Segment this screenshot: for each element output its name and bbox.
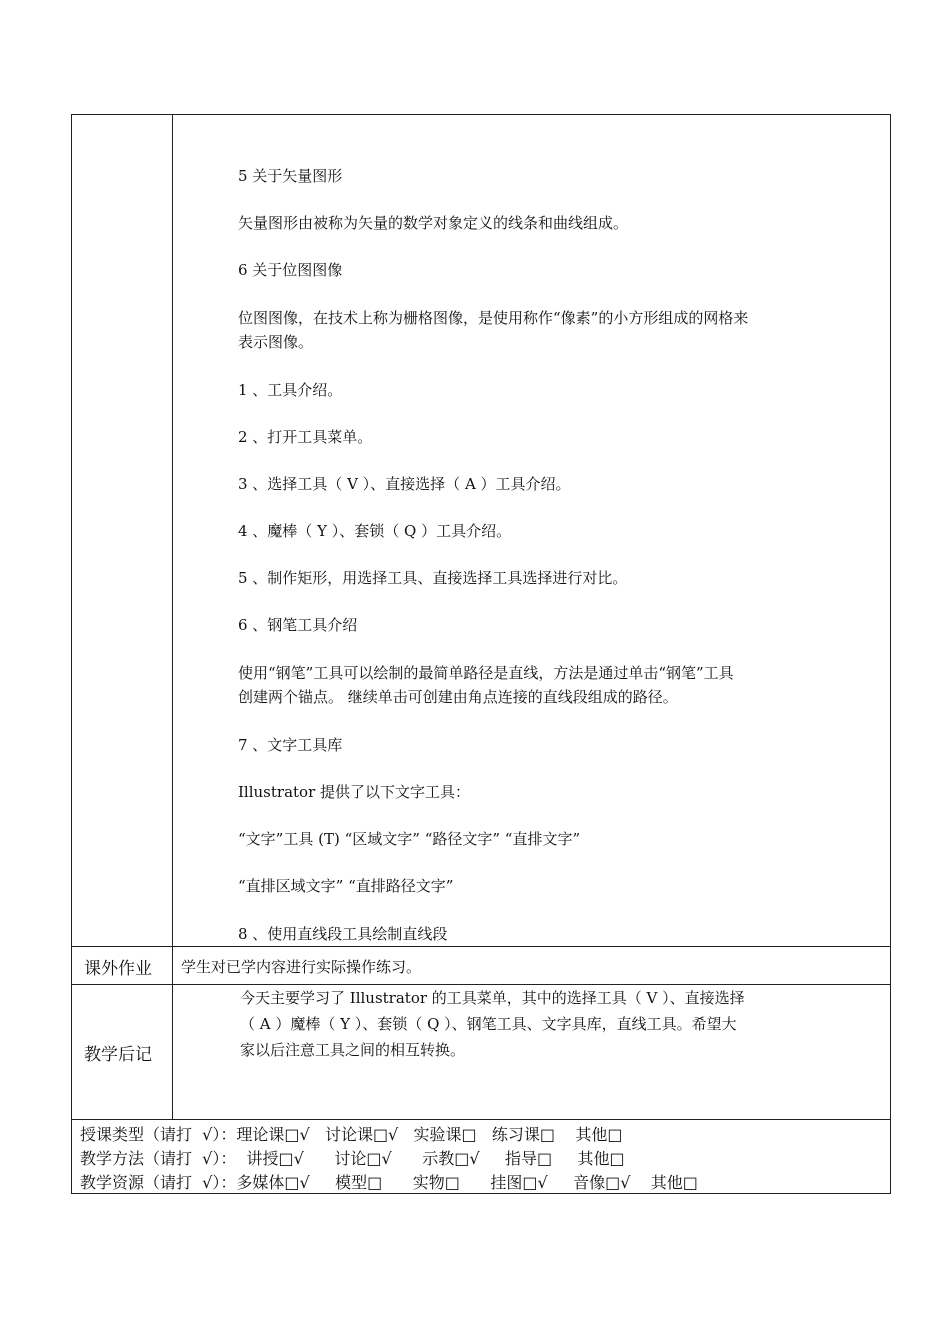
content-line: 8 、使用直线段工具绘制直线段: [238, 925, 448, 943]
row-divider-content: [71, 946, 891, 947]
content-line: 表示图像。: [238, 333, 314, 351]
reflection-label: 教学后记: [84, 1045, 152, 1065]
reflection-line: 今天主要学习了 Illustrator 的工具菜单，其中的选择工具（ V ）、直接选择: [240, 989, 745, 1007]
reflection-line: 家以后注意工具之间的相互转换。: [240, 1041, 466, 1059]
content-line: Illustrator 提供了以下文字工具：: [238, 783, 471, 801]
reflection-line: （ A ）魔棒（ Y ）、套锁（ Q ）、钢笔工具、文字具库，直线工具。希望大: [240, 1015, 737, 1033]
content-line: 4 、魔棒（ Y ）、套锁（ Q ）工具介绍。: [238, 522, 512, 540]
row-divider-homework: [71, 984, 891, 985]
content-line: 位图图像，在技术上称为栅格图像，是使用称作“像素”的小方形组成的网格来: [238, 309, 749, 327]
content-line: 1 、工具介绍。: [238, 381, 343, 399]
content-line: 5 关于矢量图形: [238, 167, 343, 185]
content-line: 2 、打开工具菜单。: [238, 428, 373, 446]
content-line: 6 、钢笔工具介绍: [238, 616, 358, 634]
content-line: 使用“钢笔”工具可以绘制的最简单路径是直线，方法是通过单击“钢笔”工具: [238, 664, 734, 682]
column-divider: [172, 114, 173, 1120]
content-line: “直排区域文字” “直排路径文字”: [238, 877, 454, 895]
content-line: 7 、文字工具库: [238, 736, 343, 754]
content-line: 6 关于位图图像: [238, 261, 343, 279]
homework-label: 课外作业: [84, 959, 152, 979]
content-line: 创建两个锚点。 继续单击可创建由角点连接的直线段组成的路径。: [238, 688, 678, 706]
teaching-resources-row: 教学资源（请打 √）：多媒体□√ 模型□ 实物□ 挂图□√ 音像□√ 其他□: [80, 1173, 698, 1192]
content-line: “文字”工具 (T) “区域文字” “路径文字” “直排文字”: [238, 830, 581, 848]
content-line: 5 、制作矩形，用选择工具、直接选择工具选择进行对比。: [238, 569, 628, 587]
content-line: 3 、选择工具（ V ）、直接选择（ A ）工具介绍。: [238, 475, 571, 493]
homework-text: 学生对已学内容进行实际操作练习。: [181, 958, 422, 976]
teaching-method-row: 教学方法（请打 √）： 讲授□√ 讨论□√ 示教□√ 指导□ 其他□: [80, 1149, 625, 1168]
content-line: 矢量图形由被称为矢量的数学对象定义的线条和曲线组成。: [238, 214, 629, 232]
lesson-type-row: 授课类型（请打 √）：理论课□√ 讨论课□√ 实验课□ 练习课□ 其他□: [80, 1125, 623, 1144]
row-divider-reflection: [71, 1119, 891, 1120]
